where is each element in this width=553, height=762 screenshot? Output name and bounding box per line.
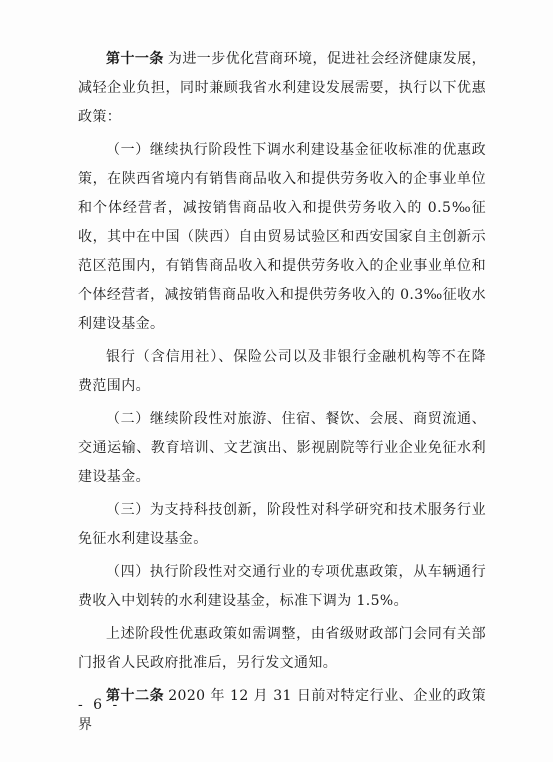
article-11-intro-paragraph	[78, 45, 486, 132]
page-number: - 6 -	[78, 697, 121, 713]
article-12-heading: 第十二条	[106, 688, 165, 704]
article-11-item-4: （四）执行阶段性对交通行业的专项优惠政策，从车辆通行费收入中划转的水利建设基金，标准下调为 1.5%。	[78, 564, 486, 609]
article-11-item-1: （一）继续执行阶段性下调水利建设基金征收标准的优惠政策，在陕西省境内有销售商品收入和提供劳务收入的企事业单位和个体经营者，减按销售商品收入和提供劳务收入的 0.5‰征收，其中在中国（陕西）自由贸易试验区和西安国家自主创新示范区范围内，有销售商品收入和提供劳务收入的企业事业单位和个体经营者，减按销售商品收入和提供劳务收入的 0.3‰征收水利建设基金。	[78, 142, 486, 332]
article-11-closing: 上述阶段性优惠政策如需调整，由省级财政部门会同有关部门报省人民政府批准后，另行发文通知。	[78, 626, 486, 671]
article-12-intro-paragraph	[78, 682, 486, 740]
article-11-heading: 第十一条	[106, 51, 164, 67]
article-12-intro-text: 2020 年 12 月 31 日前对特定行业、企业的政策界	[78, 688, 486, 733]
document-body	[78, 45, 486, 744]
article-11-item-2: （二）继续阶段性对旅游、住宿、餐饮、会展、商贸流通、交通运输、教育培训、文艺演出、影视剧院等行业企业免征水利建设基金。	[78, 411, 486, 485]
article-11-item-1-note: 银行（含信用社）、保险公司以及非银行金融机构等不在降费范围内。	[78, 349, 486, 394]
article-11-item-3: （三）为支持科技创新，阶段性对科学研究和技术服务行业免征水利建设基金。	[78, 502, 486, 547]
article-11-intro-text: 为进一步优化营商环境，促进社会经济健康发展，减轻企业负担，同时兼顾我省水利建设发展需要，执行以下优惠政策：	[78, 51, 486, 125]
